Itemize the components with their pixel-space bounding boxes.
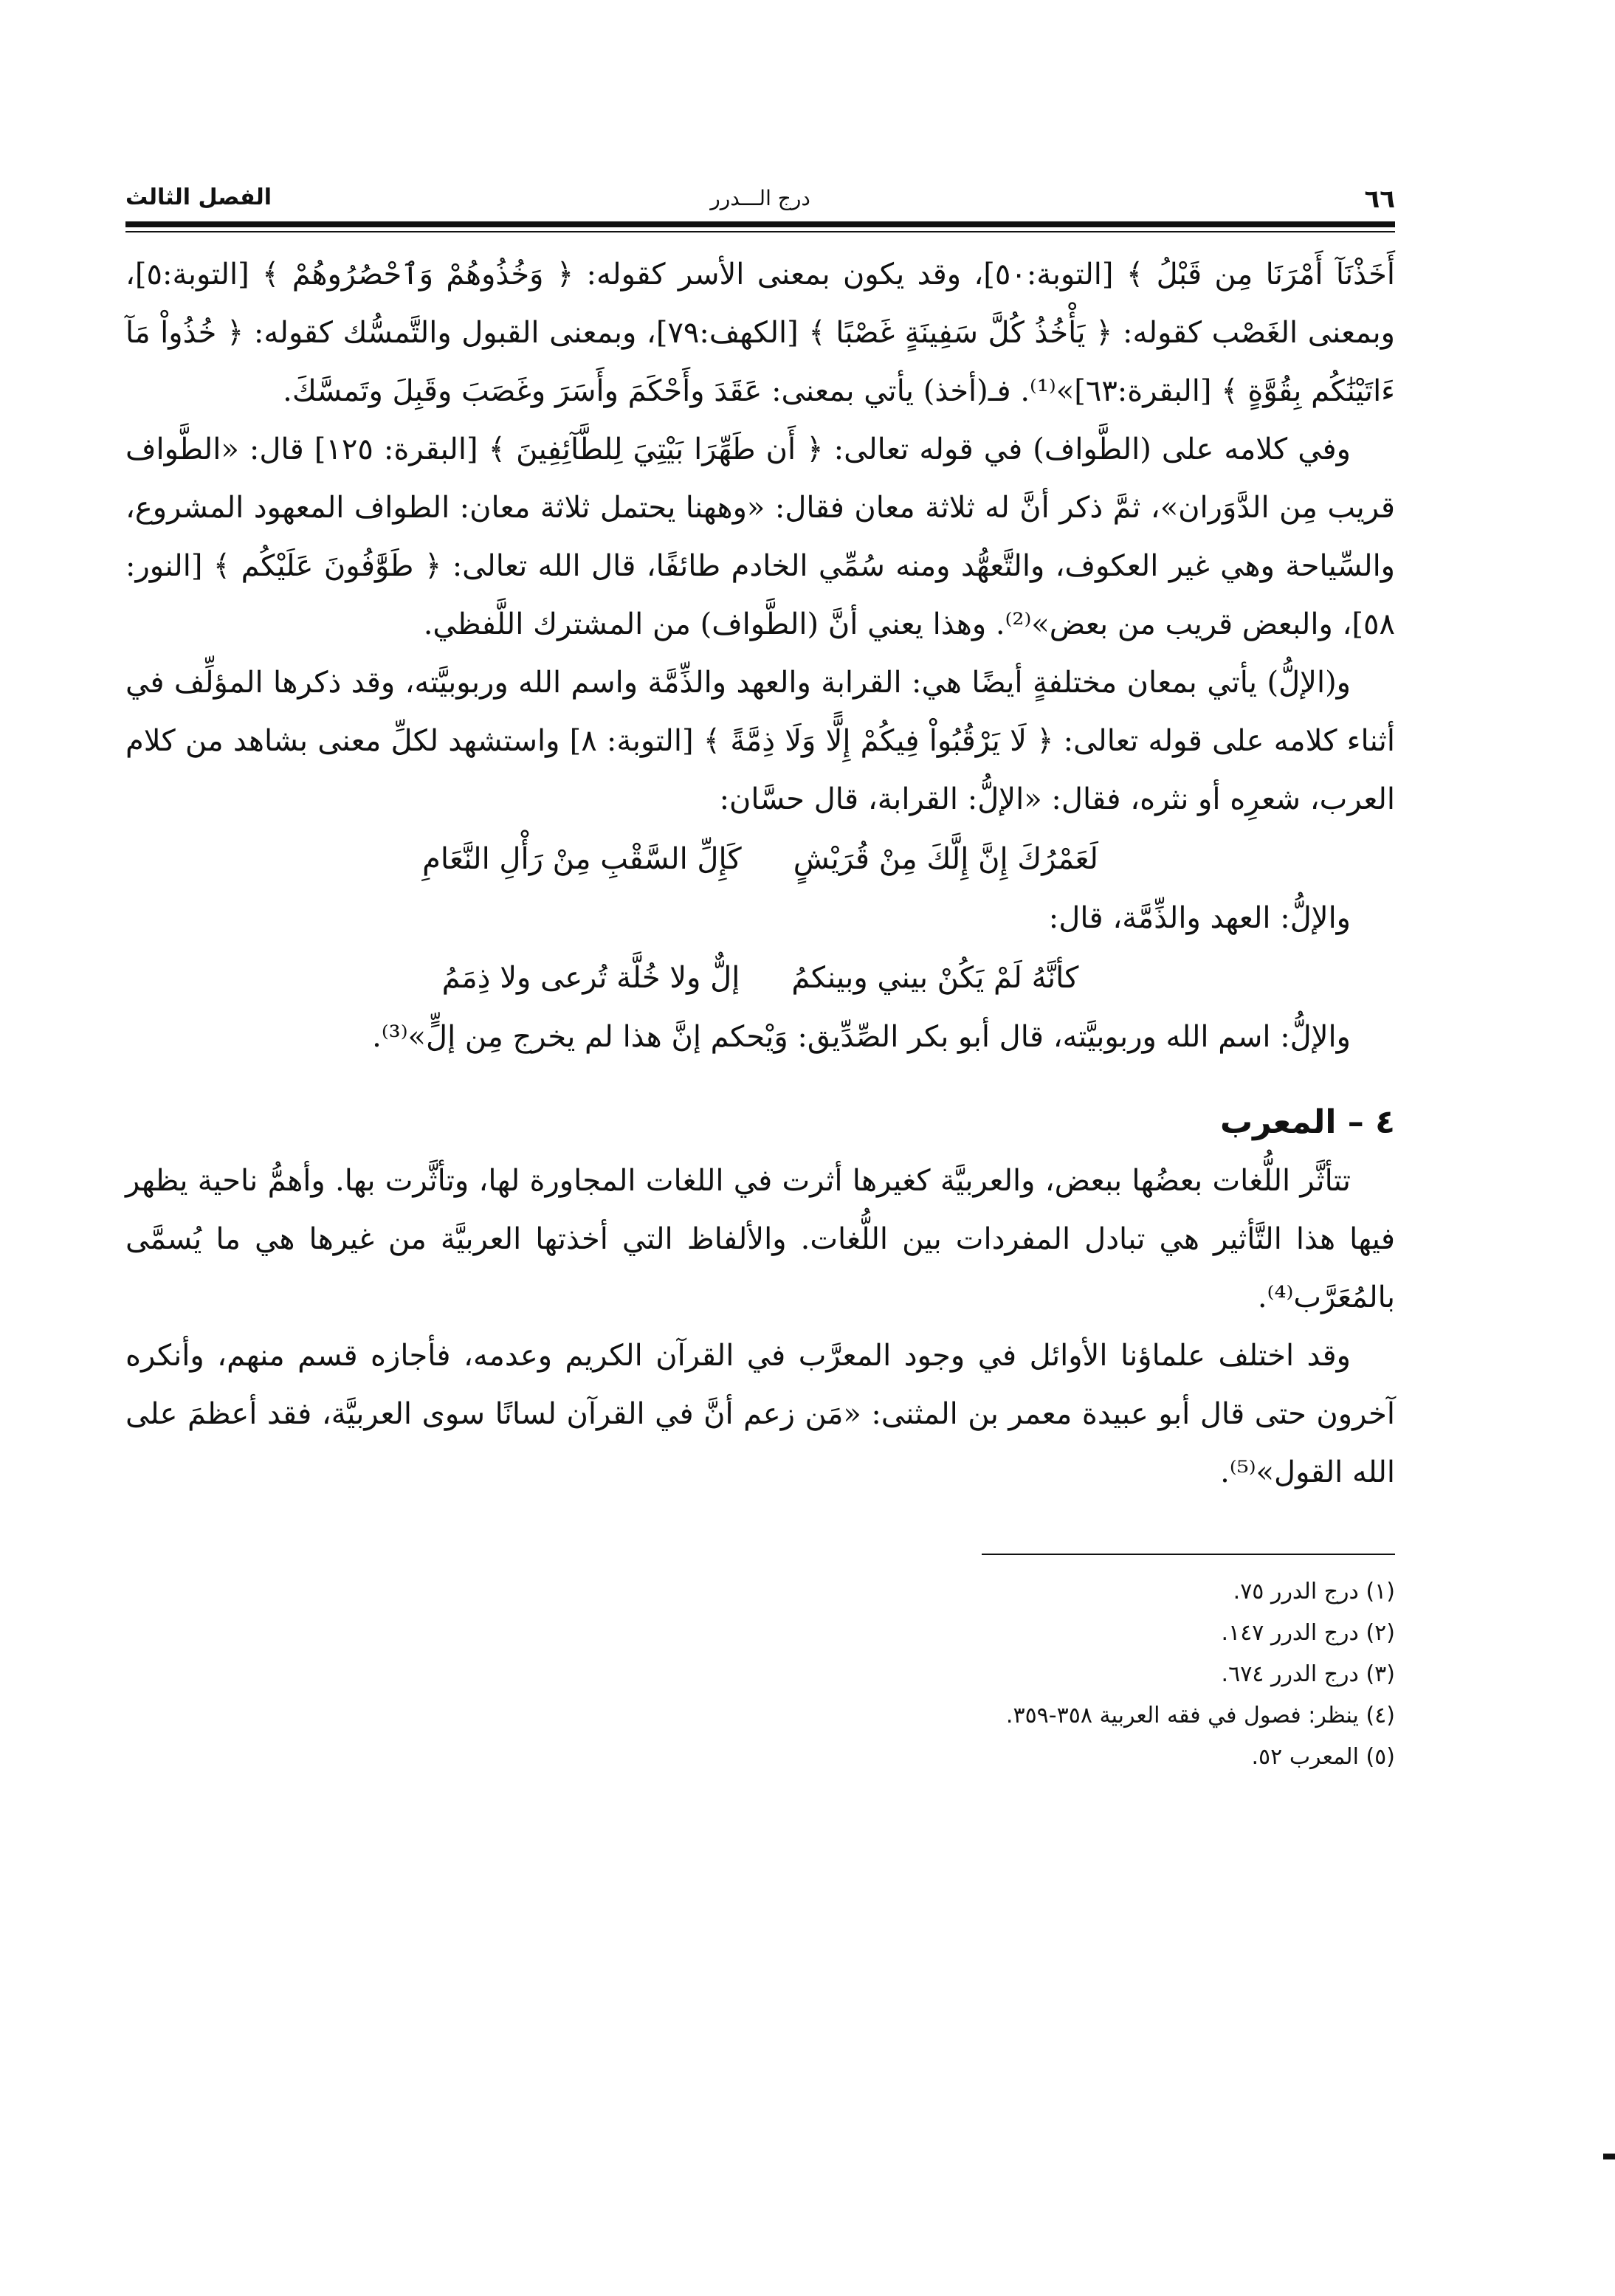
footnote-item: (٣) درج الدرر ٦٧٤. — [1221, 1661, 1395, 1687]
book-page — [125, 168, 1395, 2235]
line-god: والإلُّ: اسم الله وربوبيَّته، قال أبو بكر الصِّدِّيق: وَيْحكم إنَّ هذا لم يخرج مِن إلٍّ»⁽³⁾. — [372, 1020, 1351, 1054]
paragraph-muarrab: تتأثَّر اللُّغات بعضُها ببعض، والعربيَّة كغيرها أثرت في اللغات المجاورة لها، وتأثَّرت بها. وأهمُّ ناحية يظهر فيها هذا التَّأثير هي تبادل المفردات بين اللُّغات. والألفاظ التي أخذتها العربيَّة من غيرها هي ما يُسمَّى بالمُعَرَّب⁽⁴⁾. — [125, 1164, 1395, 1314]
poem-verse-covenant — [273, 948, 1247, 1008]
book-title: درج الـــدرر — [710, 186, 810, 210]
page-header — [125, 168, 1395, 220]
verse-second-hemistich: كَإِلِّ السَّقْبِ مِنْ رَأْلِ النَّعَامِ — [422, 842, 742, 876]
paragraph-tawaf: وفي كلامه على (الطَّواف) في قوله تعالى: ﴿ أَن طَهِّرَا بَيْتِيَ لِلطَّآئِفِينَ ﴾ [البقرة: ١٢٥] قال: «الطَّواف قريب مِن الدَّوَران»، ثمَّ ذكر أنَّ له ثلاثة معان فقال: «وههنا يحتمل ثلاثة معان: الطواف المعهود المشروع، والسِّياحة وهي غير العكوف، والتَّعهُّد ومنه سُمِّي الخادم طائفًا، قال الله تعالى: ﴿ طَوَّٰفُونَ عَلَيْكُم ﴾ [النور: ٥٨]، والبعض قريب من بعض»⁽²⁾. وهذا يعني أنَّ (الطَّواف) من المشترك اللَّفظي. — [125, 432, 1395, 641]
chapter-title: الفصل الثالث — [125, 185, 272, 210]
verse-second-hemistich: إلٌّ ولا خُلَّة تُرعى ولا ذِمَمُ — [441, 961, 740, 995]
footnote-item: (١) درج الدرر ٧٥. — [1233, 1579, 1395, 1604]
page-number: ٦٦ — [1364, 185, 1395, 214]
footnotes — [125, 1571, 1395, 1778]
section-heading: ٤ – المعرب — [1219, 1103, 1395, 1141]
header-rule-thin — [125, 231, 1395, 232]
poem-verse-hassan — [273, 829, 1247, 889]
paragraph-disagreement: وقد اختلف علماؤنا الأوائل في وجود المعرَّب في القرآن الكريم وعدمه، فأجازه قسم منهم، وأنكره آخرون حتى قال أبو عبيدة معمر بن المثنى: «مَن زعم أنَّ في القرآن لسانًا سوى العربيَّة، فقد أعظمَ على الله القول»⁽⁵⁾. — [125, 1339, 1395, 1489]
main-text — [125, 246, 1395, 1502]
header-rule-thick — [125, 221, 1395, 227]
paragraph-ill: و(الإلُّ) يأتي بمعان مختلفةٍ أيضًا هي: القرابة والعهد والذِّمَّة واسم الله وربوبيَّته، وقد ذكرها المؤلِّف في أثناء كلامه على قوله تعالى: ﴿ لَا يَرْقُبُواْ فِيكُمْ إِلًّا وَلَا ذِمَّةً ﴾ [التوبة: ٨] واستشهد لكلِّ معنى بشاهد من كلام العرب، شعرِه أو نثره، فقال: «الإلُّ: القرابة، قال حسَّان: — [125, 666, 1395, 816]
footnote-item: (٢) درج الدرر ١٤٧. — [1221, 1620, 1395, 1646]
scan-edge-mark — [1603, 2154, 1615, 2159]
line-covenant: والإلُّ: العهد والذِّمَّة، قال: — [1048, 901, 1351, 935]
paragraph-akhadha: أَخَذْنَآ أَمْرَنَا مِن قَبْلُ ﴾ [التوبة:٥٠]، وقد يكون بمعنى الأسر كقوله: ﴿ وَخُذُوهُمْ وَٱحْصُرُوهُمْ ﴾ [التوبة:٥]، وبمعنى الغَصْب كقوله: ﴿ يَأْخُذُ كُلَّ سَفِينَةٍ غَصْبًا ﴾ [الكهف:٧٩]، وبمعنى القبول والتَّمسُّك كقوله: ﴿ خُذُواْ مَآ ءَاتَيْنَٰكُم بِقُوَّةٍ ﴾ [البقرة:٦٣]»⁽¹⁾. فـ(أخذ) يأتي بمعنى: عَقَدَ وأَحْكَمَ وأَسَرَ وغَصَبَ وقَبِلَ وتَمسَّكَ. — [125, 258, 1396, 408]
footnote-item: (٤) ينظر: فصول في فقه العربية ٣٥٨-٣٥٩. — [1005, 1703, 1395, 1728]
verse-first-hemistich: لَعَمْرُكَ إِنَّ إِلَّكَ مِنْ قُرَيْشٍ — [793, 842, 1098, 876]
verse-first-hemistich: كأنَّهُ لَمْ يَكُنْ بيني وبينكمُ — [791, 961, 1079, 995]
footnote-separator — [982, 1554, 1395, 1555]
footnote-item: (٥) المعرب ٥٢. — [1251, 1744, 1395, 1770]
